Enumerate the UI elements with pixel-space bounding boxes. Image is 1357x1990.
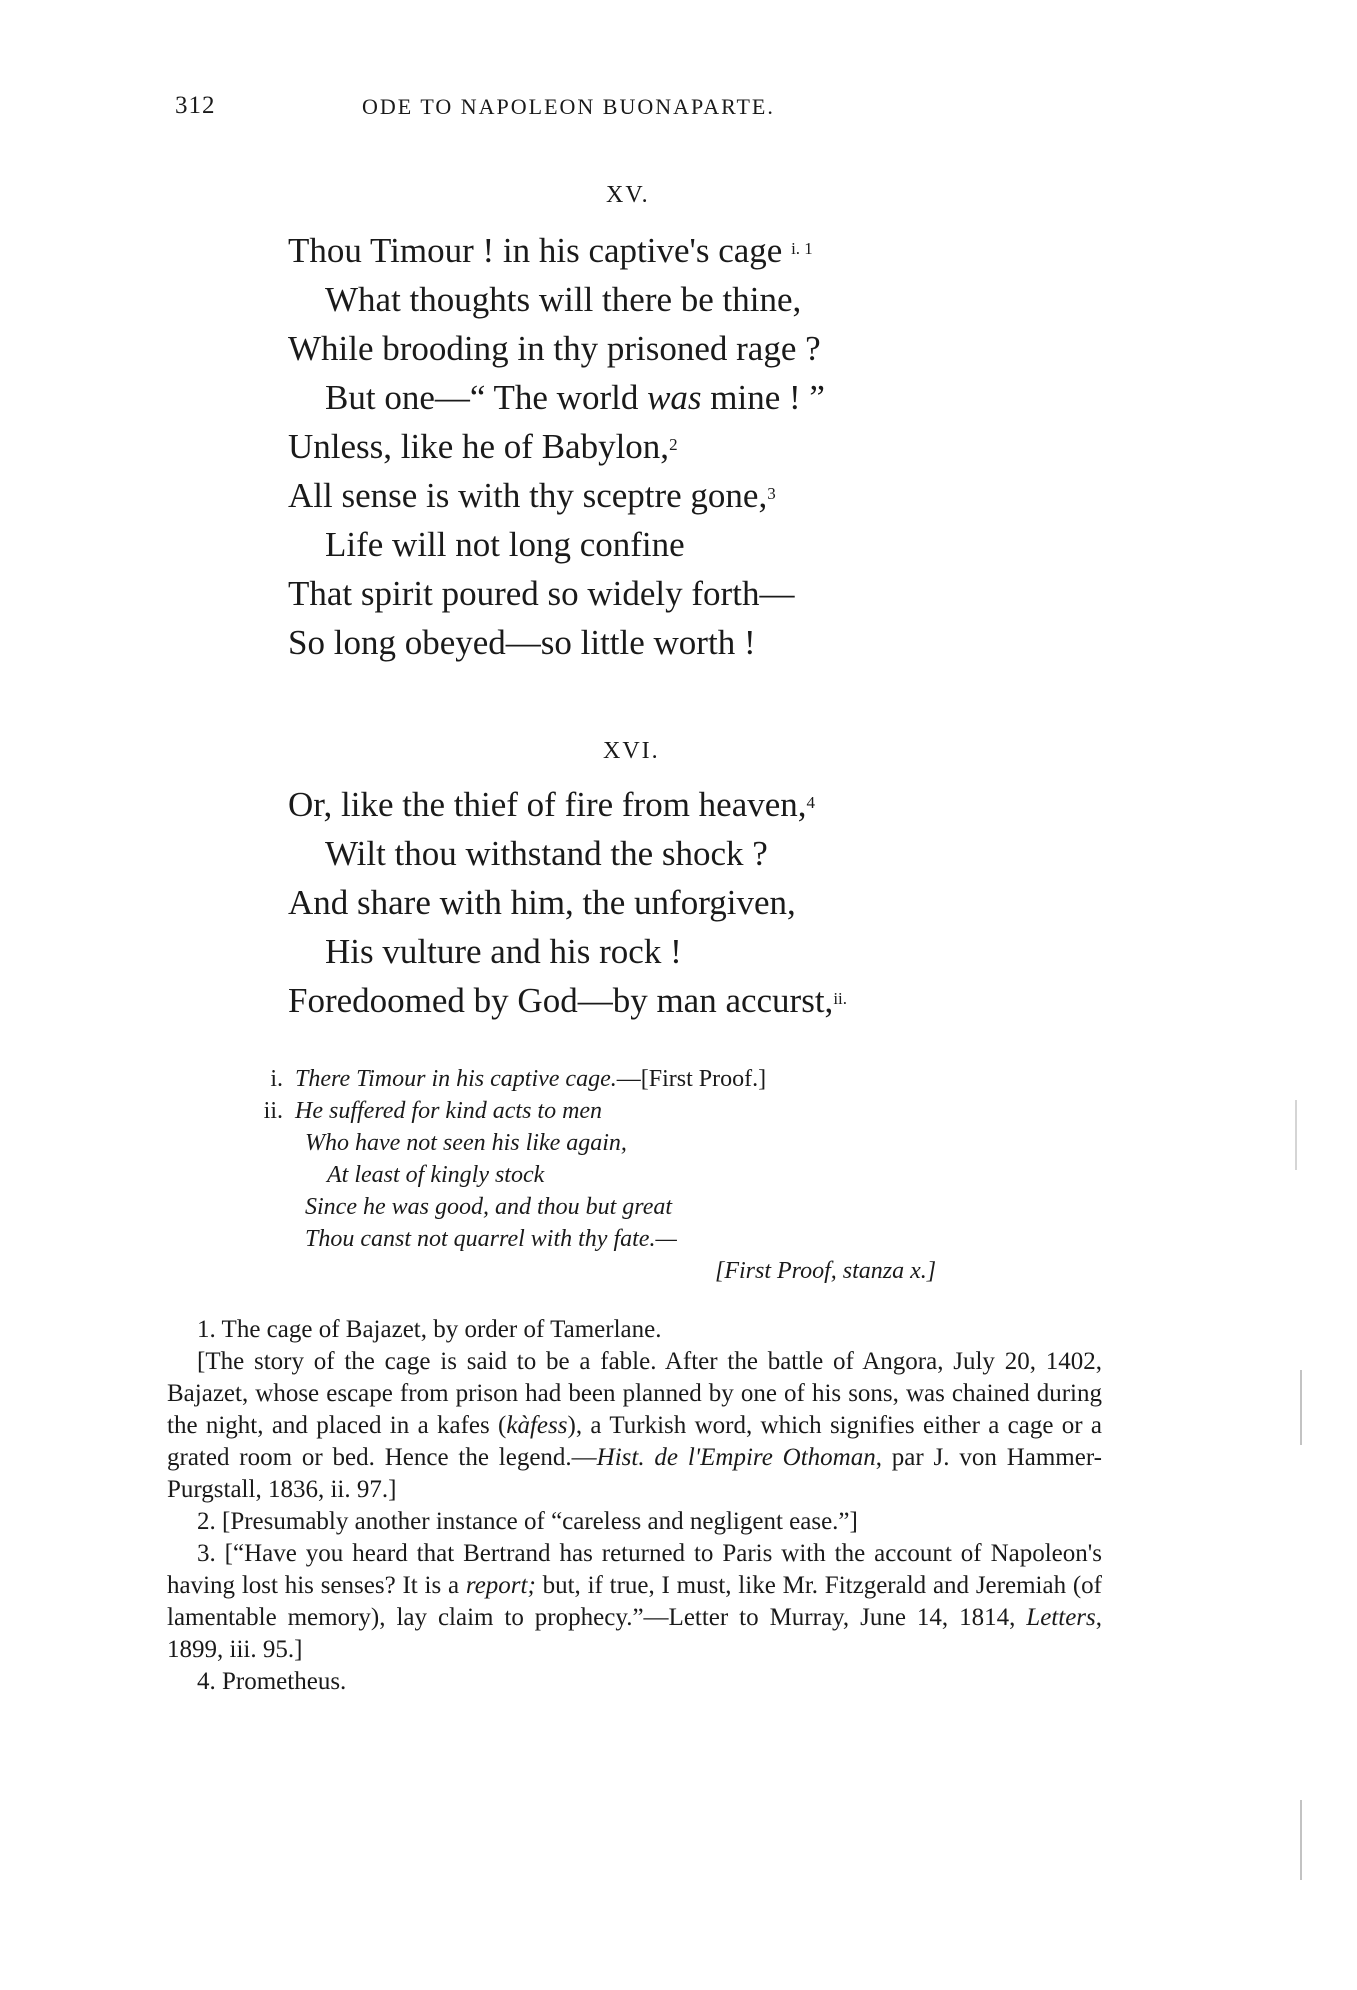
scan-mark [1295, 1100, 1297, 1170]
poem-line: His vulture and his rock ! [325, 932, 682, 971]
poem-line: Life will not long confine [325, 525, 685, 564]
stanza-xvi [288, 780, 847, 1025]
footnotes [167, 1314, 1102, 1698]
poem-line: But one—“ The world was mine ! ” [325, 378, 825, 417]
poem-line: So long obeyed—so little worth ! [288, 623, 756, 662]
stanza-number-xv: XV. [606, 182, 650, 208]
footnote-1: 1. The cage of Bajazet, by order of Tamerlane. [197, 1316, 662, 1343]
footnote-2: 2. [Presumably another instance of “careless and negligent ease.”] [197, 1508, 858, 1535]
variant-source: [First Proof, stanza x.] [715, 1258, 937, 1284]
variant-line: Thou canst not quarrel with thy fate.— [305, 1226, 677, 1252]
stanza-xv [288, 226, 825, 667]
variant-line: Since he was good, and thou but great [305, 1194, 673, 1220]
poem-line: Wilt thou withstand the shock ? [325, 834, 768, 873]
poem-line: That spirit poured so widely forth— [288, 574, 795, 613]
variant-i: i. There Timour in his captive cage.—[First Proof.] [270, 1066, 767, 1092]
footnote-4: 4. Prometheus. [197, 1668, 347, 1695]
poem-line: Thou Timour ! in his captive's cage $^{i. 1}$ [288, 231, 813, 270]
page-number: 312 [175, 92, 216, 119]
scan-mark [1300, 1370, 1302, 1445]
poem-line: What thoughts will there be thine, [325, 280, 802, 319]
variant-readings [245, 1063, 936, 1287]
poem-line: Unless, like he of Babylon,$^2$ [288, 427, 678, 466]
variant-line: At least of kingly stock [327, 1162, 545, 1188]
variant-line: Who have not seen his like again, [305, 1130, 627, 1156]
footnote-1-body: [The story of the cage is said to be a fable. After the battle of Angora, July 20, 1402, Bajazet, whose escape from prison had been planned by one of his sons, was chained during the night, and placed in a kafes (kàfess), a Turkish word, which signifies either a cage or a grated room or bed. Hence the legend.—Hist. de l'Empire Othoman, par J. von Hammer-Purgstall, 1836, ii. 97.] [167, 1348, 1102, 1503]
poem-line: While brooding in thy prisoned rage ? [288, 329, 821, 368]
poem-line: And share with him, the unforgiven, [288, 883, 796, 922]
running-title: ODE TO NAPOLEON BUONAPARTE. [362, 94, 775, 119]
poem-line: Foredoomed by God—by man accurst,$^{ii.}$ [288, 981, 848, 1020]
footnote-3: 3. [“Have you heard that Bertrand has returned to Paris with the account of Napoleon's having lost his senses? It is a report; but, if true, I must, like Mr. Fitzgerald and Jeremiah (of lamentable memory), lay claim to prophecy.”—Letter to Murray, June 14, 1814, Letters, 1899, iii. 95.] [167, 1540, 1103, 1663]
variant-ii: ii. He suffered for kind acts to men [263, 1098, 603, 1124]
scan-mark [1300, 1800, 1302, 1880]
poem-line: All sense is with thy sceptre gone,$^3$ [288, 476, 776, 515]
poem-line: Or, like the thief of fire from heaven,$^4$ [288, 785, 816, 824]
stanza-number-xvi: XVI. [603, 738, 660, 764]
